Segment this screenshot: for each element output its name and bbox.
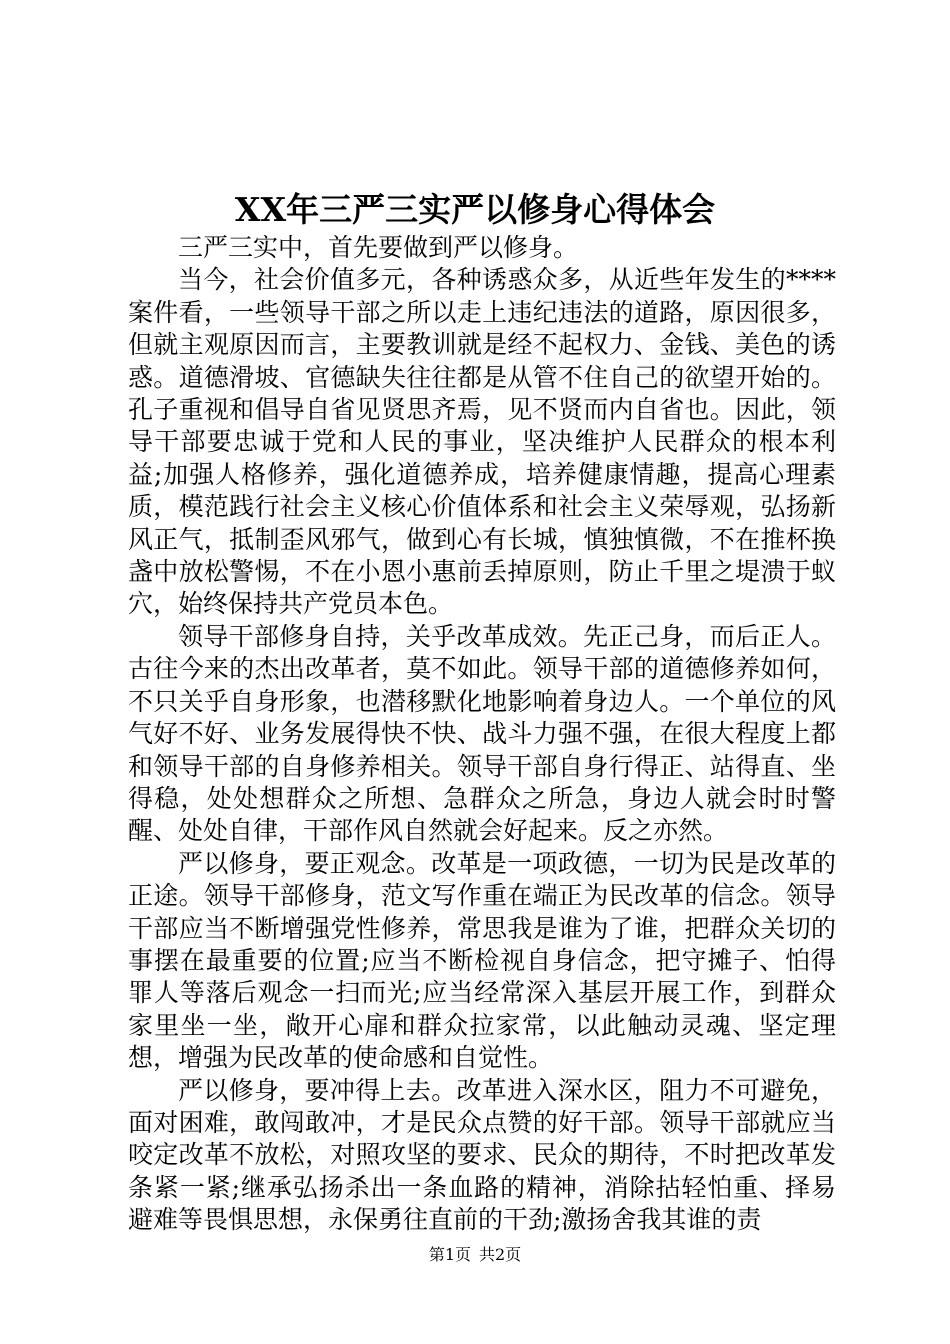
page-footer <box>0 1244 950 1266</box>
page-number: 第1页 <box>428 1245 471 1264</box>
paragraph-self-discipline: 领导干部修身自持，关乎改革成效。先正己身，而后正人。古往今来的杰出改革者，莫不如此。领导干部的道德修养如何，不只关乎自身形象，也潜移默化地影响着身边人。一个单位的风气好不好、业务发展得快不快、战斗力强不强，在很大程度上都和领导干部的自身修养相关。领导干部自身行得正、站得直、坐得稳，处处想群众之所想、急群众之所急，身边人就会时时警醒、处处自律，干部作风自然就会好起来。反之亦然。 <box>128 621 836 846</box>
paragraph-intro: 三严三实中，首先要做到严以修身。 <box>178 233 579 262</box>
document-body <box>128 232 836 1237</box>
paragraph-temptation: 当今，社会价值多元，各种诱惑众多，从近些年发生的****案件看，一些领导干部之所以走上违纪违法的道路，原因很多，但就主观原因而言，主要教训就是经不起权力、金钱、美色的诱惑。道德滑坡、官德缺失往往都是从管不住自己的欲望开始的。孔子重视和倡导自省见贤思齐焉，见不贤而内自省也。因此，领导干部要忠诚于党和人民的事业，坚决维护人民群众的根本利益;加强人格修养，强化道德养成，培养健康情趣，提高心理素质，模范践行社会主义核心价值体系和社会主义荣辱观，弘扬新风正气，抵制歪风邪气，做到心有长城，慎独慎微，不在推杯换盏中放松警惕，不在小恩小惠前丢掉原则，防止千里之堤溃于蚁穴，始终保持共产党员本色。 <box>128 265 836 619</box>
document-title: XX年三严三实严以修身心得体会 <box>234 190 716 229</box>
page-total: 共2页 <box>479 1245 522 1264</box>
paragraph-charge-forward: 严以修身，要冲得上去。改革进入深水区，阻力不可避免，面对困难，敢闯敢冲，才是民众点赞的好干部。领导干部就应当咬定改革不放松，对照攻坚的要求、民众的期待，不时把改革发条紧一紧;继承弘扬杀出一条血路的精神，消除拈轻怕重、择易避难等畏惧思想，永保勇往直前的干劲;激扬舍我其谁的责 <box>128 1075 836 1235</box>
paragraph-correct-concept: 严以修身，要正观念。改革是一项政德，一切为民是改革的正途。领导干部修身，范文写作重在端正为民改革的信念。领导干部应当不断增强党性修养，常思我是谁为了谁，把群众关切的事摆在最重要的位置;应当不断检视自身信念，把守摊子、怕得罪人等落后观念一扫而光;应当经常深入基层开展工作，到群众家里坐一坐，敞开心扉和群众拉家常，以此触动灵魂、坚定理想，增强为民改革的使命感和自觉性。 <box>128 848 836 1073</box>
